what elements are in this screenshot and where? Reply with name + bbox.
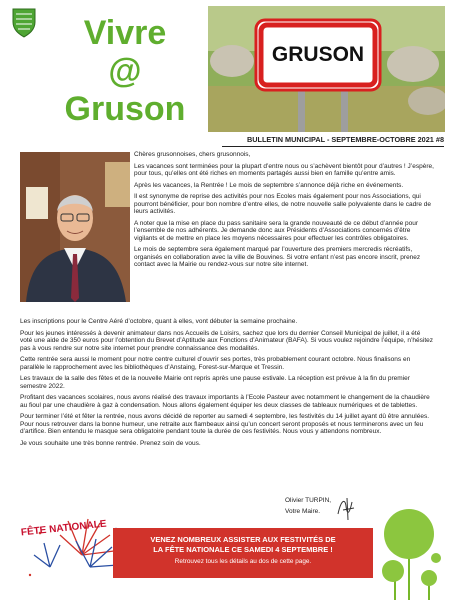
masthead-line-gruson: Gruson [64, 90, 186, 128]
masthead-line-vivre: Vivre [83, 14, 167, 52]
fete-banner [113, 528, 373, 578]
bulletin-label: BULLETIN MUNICIPAL - SEPTEMBRE-OCTOBRE 2021 #8 [222, 135, 444, 147]
banner-line: VENEZ NOMBREUX ASSISTER AUX FESTIVITÉS DE [150, 535, 336, 544]
letter-paragraph: A noter que la mise en place du pass sanitaire sera la grande nouveauté de ce début d’année pour l’ensemble de nos adhérents. Je demande donc aux Présidents d’Associations concernés d’être vigilants et de mettre en place les moyens nécessaires pour effectuer les contrôles obligatoires. [134, 219, 419, 242]
body-paragraph: Profitant des vacances scolaires, nous avons réalisé des travaux importants à l’Ecole Pasteur avec notamment le changement de la chaudière au fioul par une chaudière à gaz à condensation. Nous allons également équiper les deux classes de tableaux numériques et de tablettes. [20, 394, 430, 409]
body-paragraph: Cette rentrée sera aussi le moment pour notre centre culturel d’ouvrir ses portes, très probablement courant octobre. Nous finalisons en parallèle le rapprochement avec les bibliothèques d’Anstaing, Forest-sur-Marque et Tressin. [20, 356, 411, 371]
masthead-line-at: @ [108, 52, 142, 90]
letter-greeting: Chères grusonnoises, chers grusonnois, [134, 151, 251, 158]
signature-name: Olivier TURPIN, [285, 497, 332, 504]
body-paragraph: Pour terminer l’été et fêter la rentrée, nous avons décidé de reporter au samedi 4 septembre, les festivités du 14 juillet ayant dû être annulées. Pour nous retrouver dans la bonne humeur, une retraite aux flambeaux ainsi qu’un concert seront proposés et nous terminerons avec un feu d’artifice. Bien entendu le masque sera obligatoire pendant toute la durée de ces festivités. Nous vous y attendons nombreux. [20, 413, 430, 435]
masthead-title [60, 14, 190, 128]
letter-continued [20, 318, 434, 451]
body-paragraph: Les travaux de la salle des fêtes et de la nouvelle Mairie ont repris après une pause estivale. La réception est prévue à la fin du premier semestre 2022. [20, 375, 410, 390]
signature-block [285, 495, 331, 517]
letter-paragraph: Après les vacances, la Rentrée ! Le mois de septembre s’annonce déjà riche en événements. [134, 181, 404, 189]
banner-line: LA FÊTE NATIONALE CE SAMEDI 4 SEPTEMBRE ! [153, 545, 333, 554]
mayor-letter [134, 151, 434, 273]
green-trees-decoration [378, 508, 446, 600]
letter-paragraph: Le mois de septembre sera également marqué par l’ouverture des premiers mercredis récréatifs, organisés en collaboration avec la ville de Bouvines. Si votre enfant n’est pas encore inscrit, prenez contact avec la Mairie ou rendez-vous sur notre site internet. [134, 246, 421, 268]
banner-subtext: Retrouvez tous les détails au dos de cette page. [174, 558, 312, 565]
closing-line: Je vous souhaite une très bonne rentrée. Prenez soin de vous. [20, 439, 201, 447]
letter-paragraph: Il est synonyme de reprise des activités pour nos Ecoles mais également pour nos Associations, qui pourront bénéficier, pour bon nombre d’entre elles, de notre nouvelle salle polyvalente dans le cadre de leurs activités. [134, 193, 432, 215]
town-sign-photo [208, 6, 445, 132]
crest-icon [12, 8, 36, 38]
mayor-portrait [20, 152, 130, 302]
signature-role: Votre Maire. [285, 508, 321, 515]
fete-logo-text: FÊTE NATIONALE [20, 518, 108, 539]
body-paragraph: Les inscriptions pour le Centre Aéré d’octobre, quant à elles, vont débuter la semaine prochaine. [20, 318, 298, 325]
body-paragraph: Pour les jeunes intéressés à devenir animateur dans nos Accueils de Loisirs, sachez que lors du dernier Conseil Municipal de juillet, il a été voté une aide de 350 euros pour l’obtention du Brevet d’Aptitude aux Fonctions d’Animateur (BAFA). Si vous voulez rejoindre l’équipe, n’hésitez pas à vous rendre sur notre site internet pour prendre connaissance des modalités. [20, 329, 433, 352]
handwritten-signature [335, 494, 357, 522]
sign-text: GRUSON [271, 43, 365, 66]
letter-paragraph: Les vacances sont terminées pour la plupart d’entre nous ou s’achèvent bientôt pour d’autres ! J’espère, pour tous, qu’elles ont été riches en moments partagés aussi bien en famille qu’entre amis. [134, 162, 434, 177]
